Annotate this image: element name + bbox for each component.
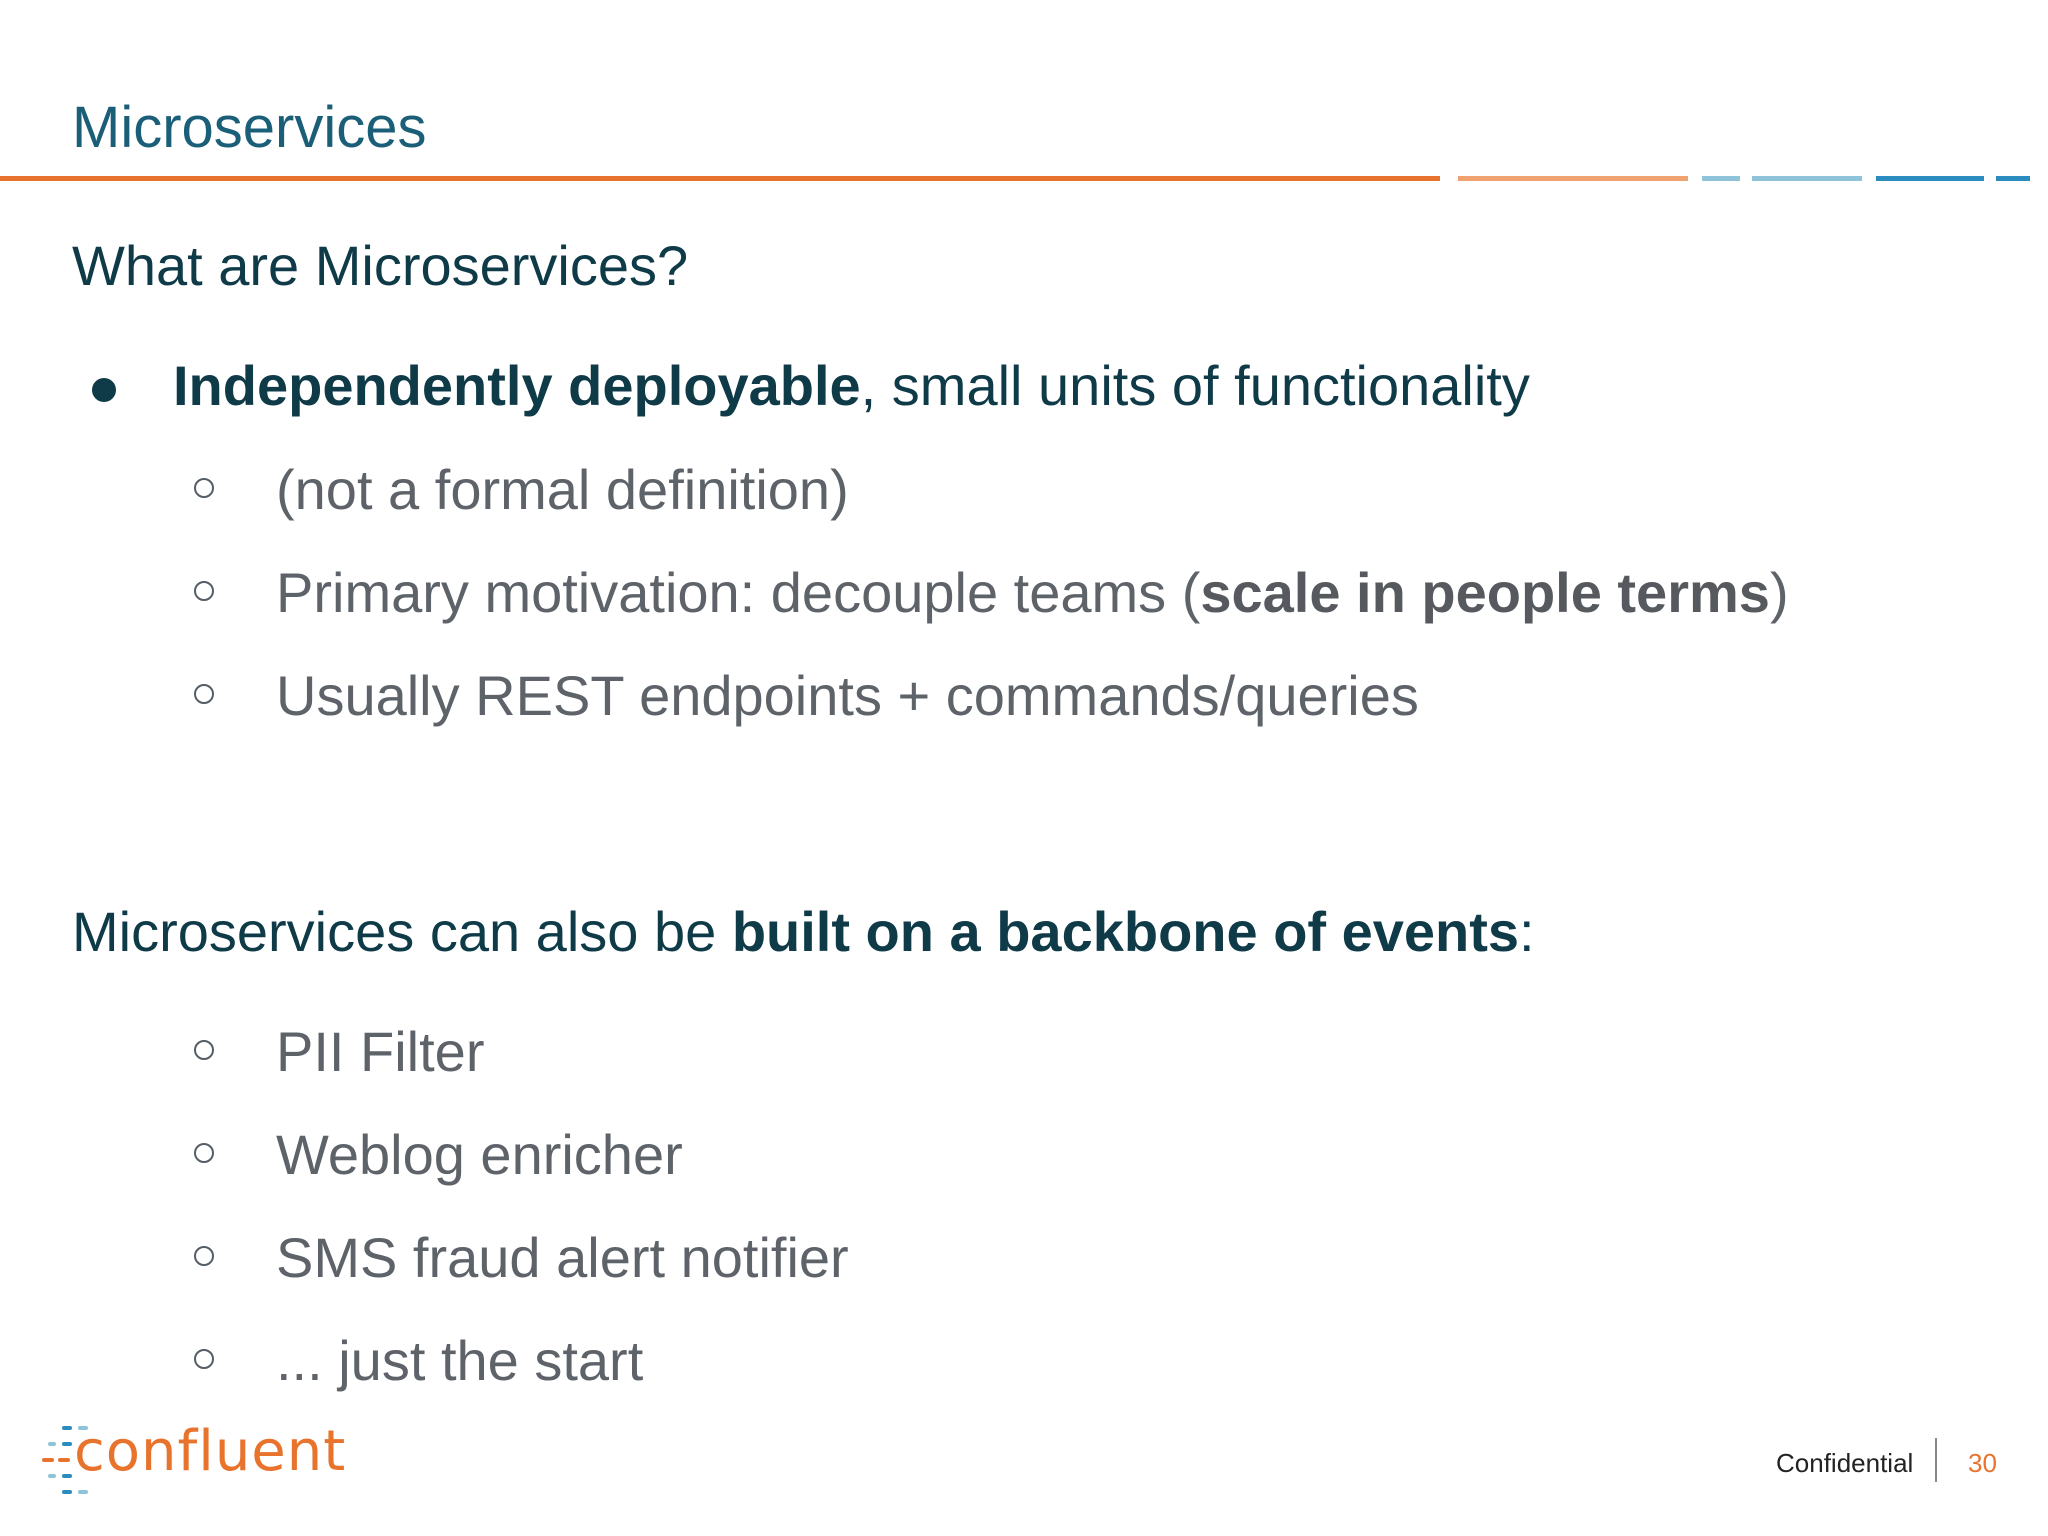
bullet-text bbox=[173, 346, 1530, 426]
title-divider-segment bbox=[1702, 176, 1740, 181]
confluent-logo bbox=[40, 1419, 347, 1500]
sub-bullet-text: (not a formal definition) bbox=[276, 458, 849, 521]
heading-pre-text: Microservices can also be bbox=[72, 900, 732, 963]
logo-mark-dash bbox=[48, 1474, 56, 1478]
hollow-circle-bullet-icon bbox=[194, 1349, 214, 1369]
title-divider-segment bbox=[1458, 176, 1688, 181]
sub-bullet-text: PII Filter bbox=[276, 1020, 485, 1083]
logo-mark-dash bbox=[62, 1490, 72, 1494]
sub-bullet-text: SMS fraud alert notifier bbox=[276, 1226, 849, 1289]
sub-bullet-text bbox=[276, 553, 1789, 633]
logo-mark-dash bbox=[42, 1458, 54, 1462]
footer-separator bbox=[1935, 1438, 1937, 1482]
title-divider bbox=[0, 176, 1440, 181]
bullet-bold-text: Independently deployable bbox=[173, 354, 861, 417]
heading-bold-text: built on a backbone of events bbox=[731, 900, 1520, 963]
logo-mark-dash bbox=[58, 1458, 70, 1462]
sub-bullet-bold-text: scale in people terms bbox=[1200, 561, 1770, 624]
hollow-circle-bullet-icon bbox=[194, 1040, 214, 1060]
logo-wordmark: confluent bbox=[74, 1419, 347, 1484]
hollow-circle-bullet-icon bbox=[194, 478, 214, 498]
bullet-rest-text: , small units of functionality bbox=[860, 354, 1530, 417]
slide-title: Microservices bbox=[72, 95, 427, 160]
sub-bullet-text: Weblog enricher bbox=[276, 1123, 683, 1186]
title-divider-segment bbox=[1996, 176, 2030, 181]
logo-mark-icon bbox=[62, 1426, 72, 1430]
section-heading-events bbox=[72, 896, 1535, 968]
logo-mark-dash bbox=[62, 1474, 72, 1478]
logo-mark-dash bbox=[48, 1442, 56, 1446]
bullet-dot-icon bbox=[92, 378, 116, 402]
title-divider-segment bbox=[1752, 176, 1862, 181]
footer-confidential: Confidential bbox=[1776, 1448, 1914, 1478]
sub-bullet-post-text: ) bbox=[1769, 561, 1789, 624]
sub-bullet-pre-text: Primary motivation: decouple teams ( bbox=[276, 561, 1201, 624]
hollow-circle-bullet-icon bbox=[194, 1143, 214, 1163]
section-heading-what: What are Microservices? bbox=[72, 234, 689, 297]
page-number: 30 bbox=[1968, 1448, 1997, 1478]
logo-mark-dash bbox=[62, 1442, 72, 1446]
title-divider-segment bbox=[1876, 176, 1984, 181]
heading-post-text: : bbox=[1519, 900, 1535, 963]
hollow-circle-bullet-icon bbox=[194, 684, 214, 704]
sub-bullet-text: ... just the start bbox=[276, 1329, 644, 1392]
sub-bullet-text: Usually REST endpoints + commands/queries bbox=[276, 664, 1419, 727]
hollow-circle-bullet-icon bbox=[194, 1246, 214, 1266]
hollow-circle-bullet-icon bbox=[194, 581, 214, 601]
